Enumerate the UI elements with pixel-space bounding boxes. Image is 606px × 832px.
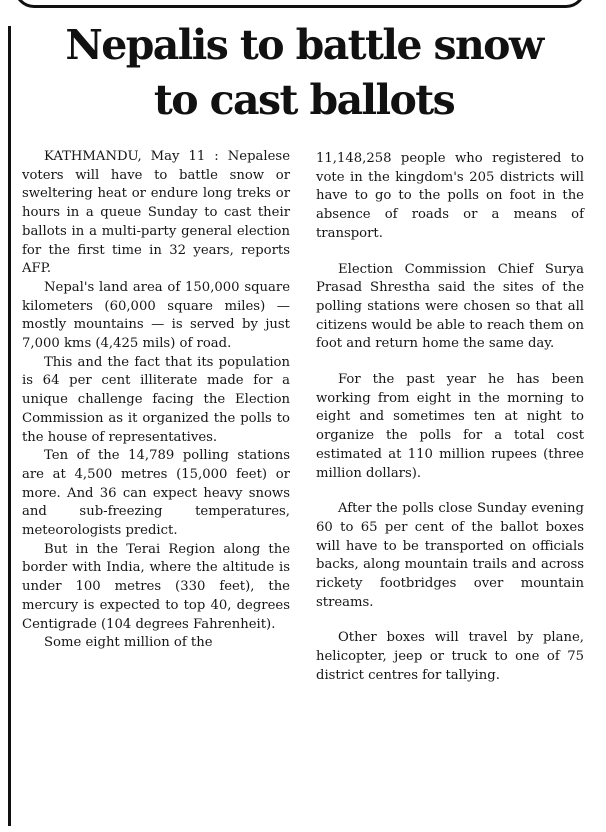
headline [14, 18, 594, 128]
paragraph: But in the Terai Region along the border with India, where the altitude is under 100 metres (330 feet), the mercury is expected to top 40, degrees Centigrade (104 degrees Fahrenheit). [22, 541, 290, 632]
paragraph: For the past year he has been working from eight in the morning to eight and sometimes ten at night to organize the polls for a total cost estimated at 110 million rupees (three million dollars). [316, 372, 584, 481]
paragraph: Some eight million of the [44, 635, 213, 651]
left-column [22, 148, 290, 653]
paragraph: Nepal's land area of 150,000 square kilometers (60,000 square miles) — mostly mountains — is served by just 7,000 kms (4,425 mils) of road. [22, 279, 290, 352]
paragraph: Other boxes will travel by plane, helicopter, jeep or truck to one of 75 district centres for tallying. [316, 630, 584, 683]
left-column-rule [8, 26, 11, 826]
paragraph: This and the fact that its population is 64 per cent illiterate made for a unique challenge facing the Election Commission as it organized the polls to the house of representatives. [22, 354, 290, 445]
headline-line-2: to cast ballots [153, 76, 455, 124]
paragraph: 11,148,258 people who registered to vote in the kingdom's 205 districts will have to go to the polls on foot in the absence of roads or a means of transport. [316, 151, 584, 241]
paragraph: Ten of the 14,789 polling stations are at 4,500 metres (15,000 feet) or more. And 36 can expect heavy snows and sub-freezing temperatures, meteorologists predict. [22, 448, 290, 539]
paragraph: Election Commission Chief Surya Prasad Shrestha said the sites of the polling stations were chosen so that all citizens would be able to reach them on foot and return home the same day. [316, 261, 584, 352]
right-column [316, 150, 584, 703]
paragraph: KATHMANDU, May 11 : Nepalese voters will have to battle snow or sweltering heat or endure long treks or hours in a queue Sunday to cast their ballots in a multi-party general election for the first time in 32 years, reports AFP. [22, 149, 290, 277]
top-border-frame [14, 0, 586, 8]
headline-line-1: Nepalis to battle snow [65, 21, 543, 69]
paragraph: After the polls close Sunday evening 60 to 65 per cent of the ballot boxes will have to be transported on officials backs, along mountain trails and across rickety footbridges over mountain streams. [316, 501, 584, 610]
